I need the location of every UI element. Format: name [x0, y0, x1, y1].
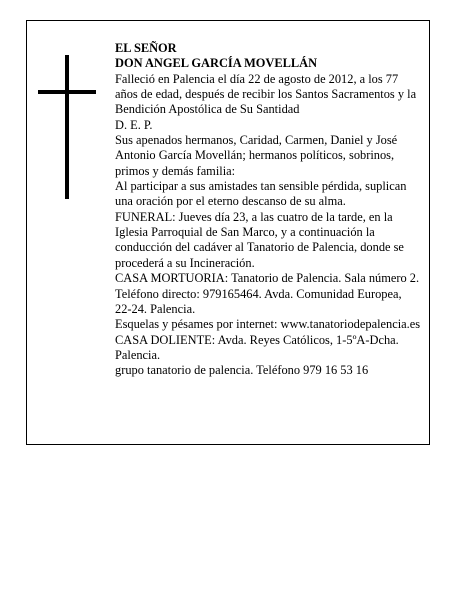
mortuary-details: CASA MORTUORIA: Tanatorio de Palencia. Sala número 2. Teléfono directo: 979165464. Avda. Comunidad Europea, 22-24. Palencia. — [115, 271, 420, 316]
obituary-text — [115, 41, 421, 379]
funeral-details: FUNERAL: Jueves día 23, a las cuatro de la tarde, en la Iglesia Parroquial de San Marco, y a continuación la conducción del cadáver al Tanatorio de Palencia, donde se procederá a su Incineración. — [115, 209, 404, 270]
cross-icon — [38, 55, 96, 199]
notice-title: EL SEÑOR — [115, 41, 177, 55]
family-members: Sus apenados hermanos, Caridad, Carmen, Daniel y José Antonio García Movellán; hermanos políticos, sobrinos, primos y demás familia: — [115, 133, 398, 178]
family-home-address: CASA DOLIENTE: Avda. Reyes Católicos, 1-5ºA-Dcha. Palencia. — [115, 332, 399, 362]
rest-in-peace: D. E. P. — [115, 117, 153, 132]
funeral-home-contact: grupo tanatorio de palencia. Teléfono 979 16 53 16 — [115, 363, 369, 378]
online-condolences: Esquelas y pésames por internet: www.tanatoriodepalencia.es — [115, 317, 421, 332]
deceased-name: DON ANGEL GARCÍA MOVELLÁN — [115, 56, 318, 71]
death-details: Falleció en Palencia el día 22 de agosto de 2012, a los 77 años de edad, después de recibir los Santos Sacramentos y la Bendición Apostólica de Su Santidad — [115, 71, 417, 117]
prayer-request: Al participar a sus amistades tan sensible pérdida, suplican una oración por el eterno descanso de su alma. — [115, 179, 407, 209]
cross-vertical-bar — [65, 55, 69, 199]
obituary-notice — [26, 20, 430, 445]
cross-horizontal-bar — [38, 90, 96, 94]
